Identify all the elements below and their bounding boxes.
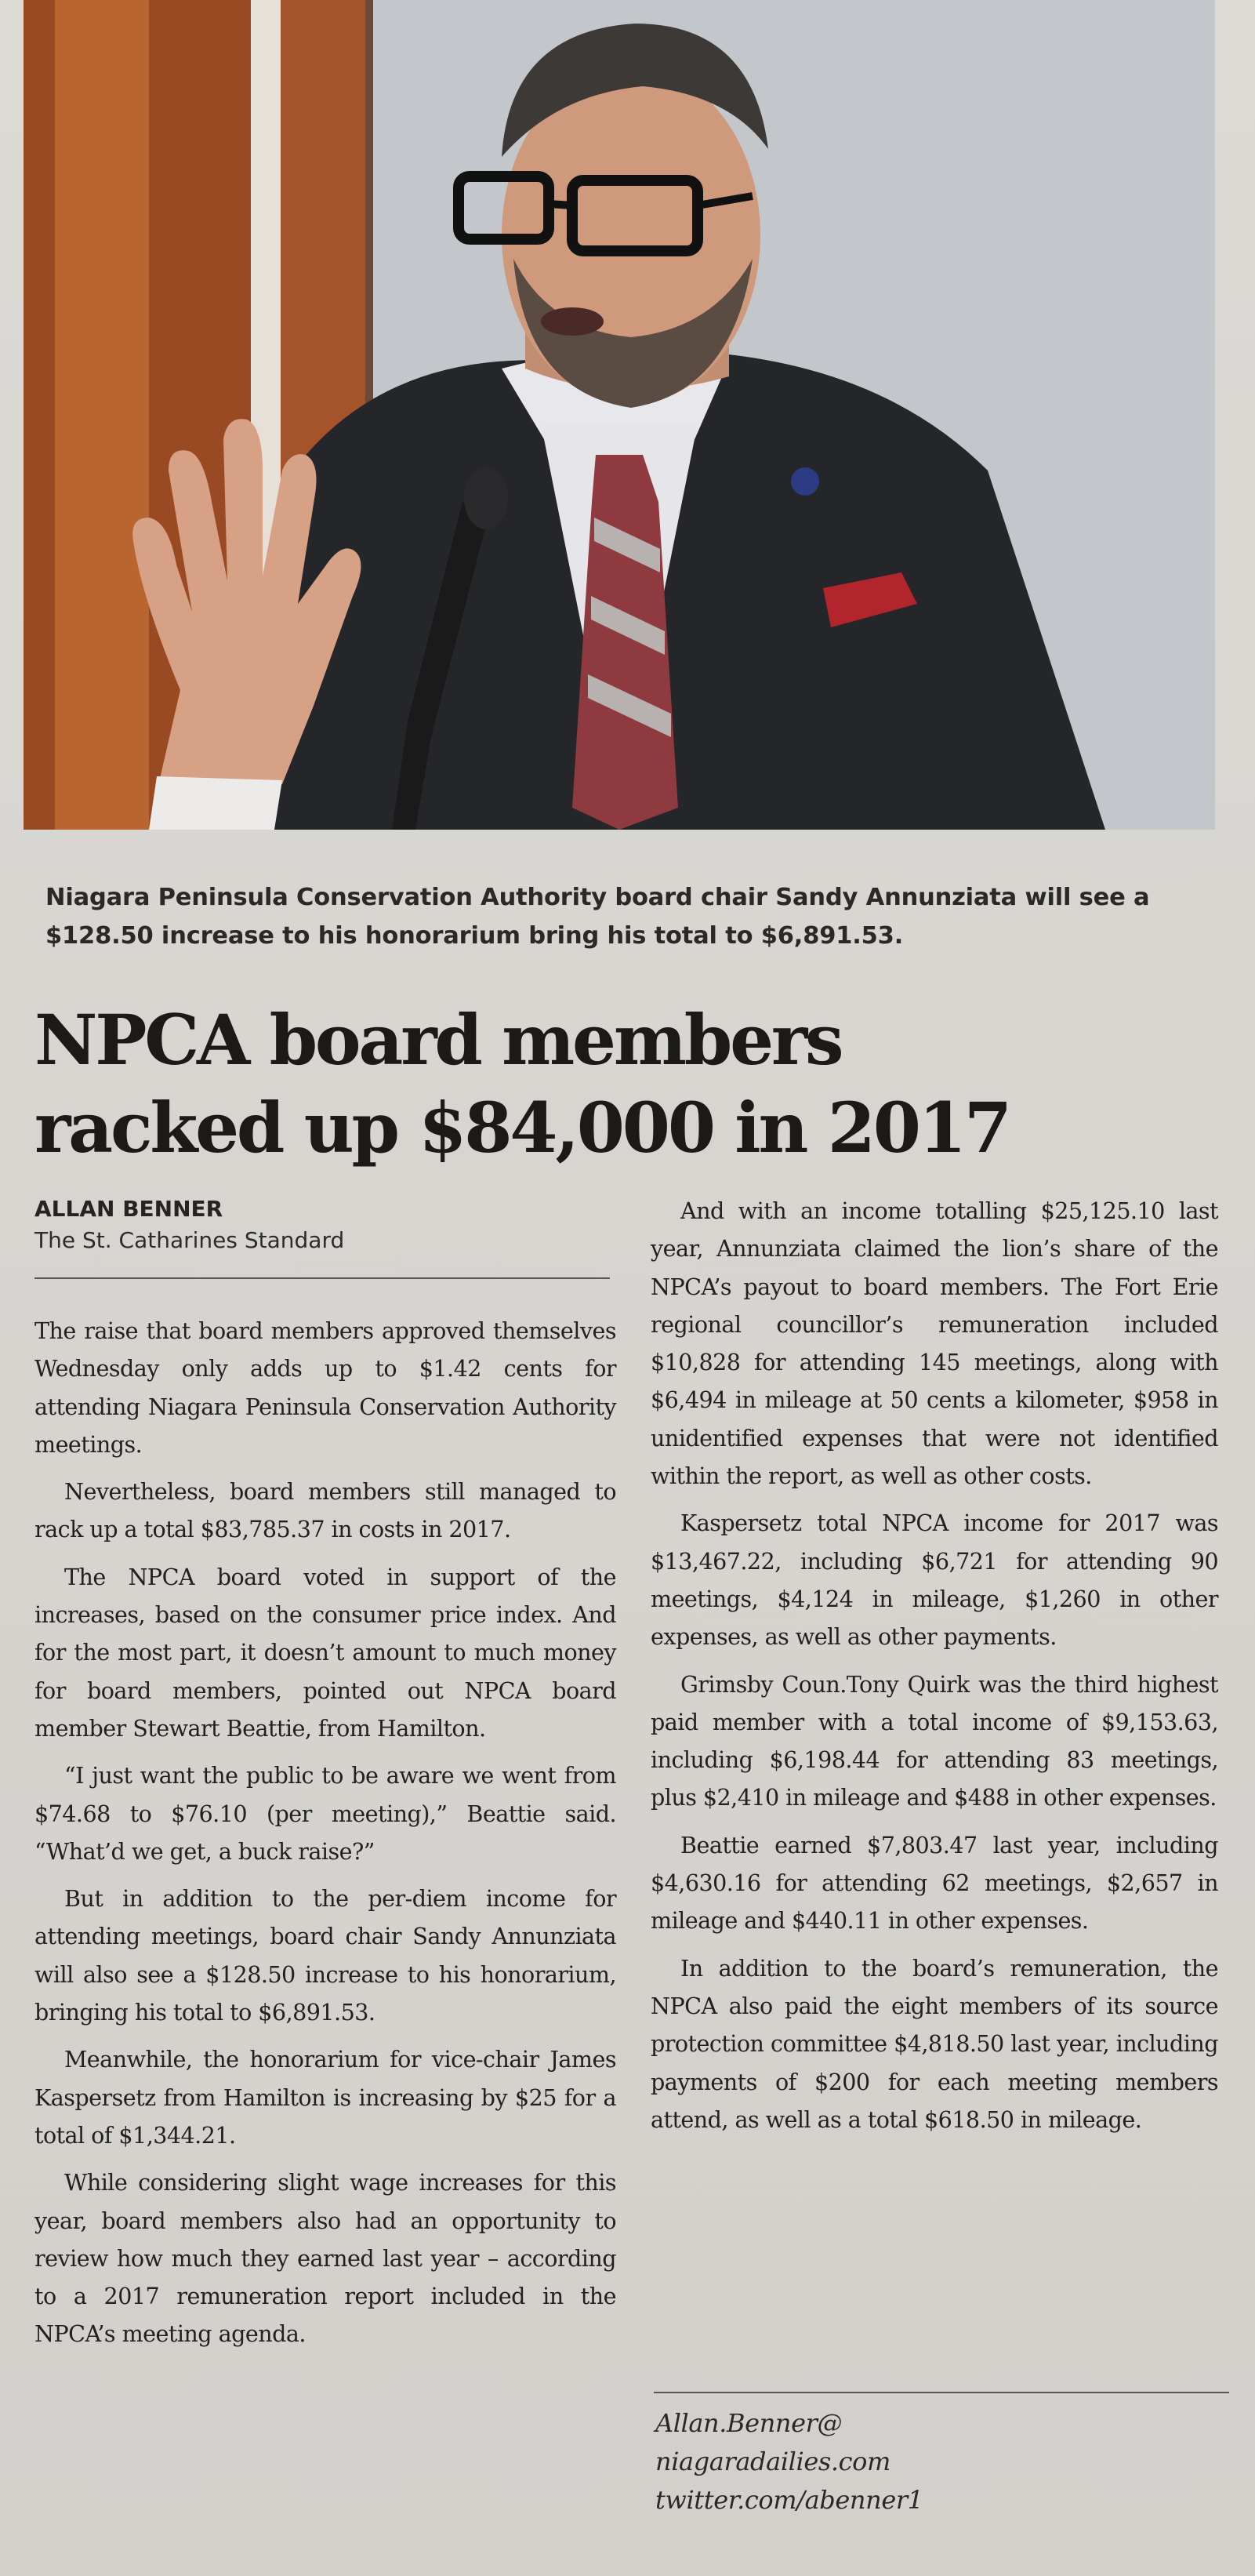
byline <box>34 1194 615 1256</box>
paragraph: “I just want the public to be aware we went from $74.68 to $76.10 (per meeting),” Beattie said. “What’d we get, a buck raise?” <box>34 1762 616 1865</box>
paragraph: Beattie earned $7,803.47 last year, including $4,630.16 for attending 62 meetings, $2,657 in mileage and $440.11 in other expenses. <box>651 1831 1218 1935</box>
contact-email-line-2[interactable]: niagaradailies.com <box>655 2447 890 2476</box>
paragraph: Nevertheless, board members still managed to rack up a total $83,785.37 in costs in 2017. <box>34 1478 616 1543</box>
paragraph: Grimsby Coun.Tony Quirk was the third highest paid member with a total income of $9,153.63, including $6,198.44 for attending 83 meetings, plus $2,410 in mileage and $488 in other expenses. <box>651 1670 1218 1811</box>
byline-publication: The St. Catharines Standard <box>34 1227 345 1253</box>
paragraph: Kaspersetz total NPCA income for 2017 was $13,467.22, including $6,721 for attending 90 meetings, $4,124 in mileage, $1,260 in other expenses, as well as other payments. <box>651 1510 1218 1651</box>
article-photo <box>24 0 1215 830</box>
headline-line-1: NPCA board members <box>34 999 842 1081</box>
photo-caption: Niagara Peninsula Conservation Authority board chair Sandy Annunziata will see a $128.50 increase to his honorarium bring his total to $6,891.53. <box>45 884 1150 950</box>
paragraph: In addition to the board’s remuneration, the NPCA also paid the eight members of its source protection committee $4,818.50 last year, including payments of $200 for each meeting members attend, as well as a total $618.50 in mileage. <box>651 1954 1218 2133</box>
paragraph: The NPCA board voted in support of the increases, based on the consumer price index. And for the most part, it doesn’t amount to much money for board members, pointed out NPCA board member Stewart Beattie, from Hamilton. <box>34 1563 616 1742</box>
paragraph: While considering slight wage increases for this year, board members also had an opportunity to review how much they earned last year – according to a 2017 remuneration report included in the NPCA’s meeting agenda. <box>34 2169 616 2348</box>
byline-author: ALLAN BENNER <box>34 1196 223 1222</box>
paragraph: But in addition to the per-diem income for attending meetings, board chair Sandy Annunziata will also see a $128.50 increase to his honorarium, bringing his total to $6,891.53. <box>34 1885 616 2026</box>
headline-line-2: racked up $84,000 in 2017 <box>34 1087 1010 1168</box>
byline-divider <box>34 1277 610 1279</box>
contact-email-line-1[interactable]: Allan.Benner@ <box>655 2408 843 2438</box>
contact-twitter[interactable]: twitter.com/abenner1 <box>655 2485 923 2515</box>
paragraph: And with an income totalling $25,125.10 last year, Annunziata claimed the lion’s share of the NPCA’s payout to board members. The Fort Erie regional councillor’s remuneration included $10,828 for attending 145 meetings, along with $6,494 in mileage at 50 cents a kilometer, $958 in unidentified expenses that were not identified within the report, as well as other costs. <box>651 1197 1218 1490</box>
article-column-right <box>651 1192 1218 2138</box>
contact-divider <box>654 2392 1229 2393</box>
article-column-left <box>34 1312 616 2353</box>
headline <box>34 996 1210 1172</box>
paragraph: Meanwhile, the honorarium for vice-chair James Kaspersetz from Hamilton is increasing by $25 for a total of $1,344.21. <box>34 2046 616 2149</box>
speaker-photo-illustration <box>24 0 1215 830</box>
author-contact <box>655 2404 1220 2520</box>
paragraph: The raise that board members approved themselves Wednesday only adds up to $1.42 cents for attending Niagara Peninsula Conservation Authority meetings. <box>34 1317 616 1458</box>
